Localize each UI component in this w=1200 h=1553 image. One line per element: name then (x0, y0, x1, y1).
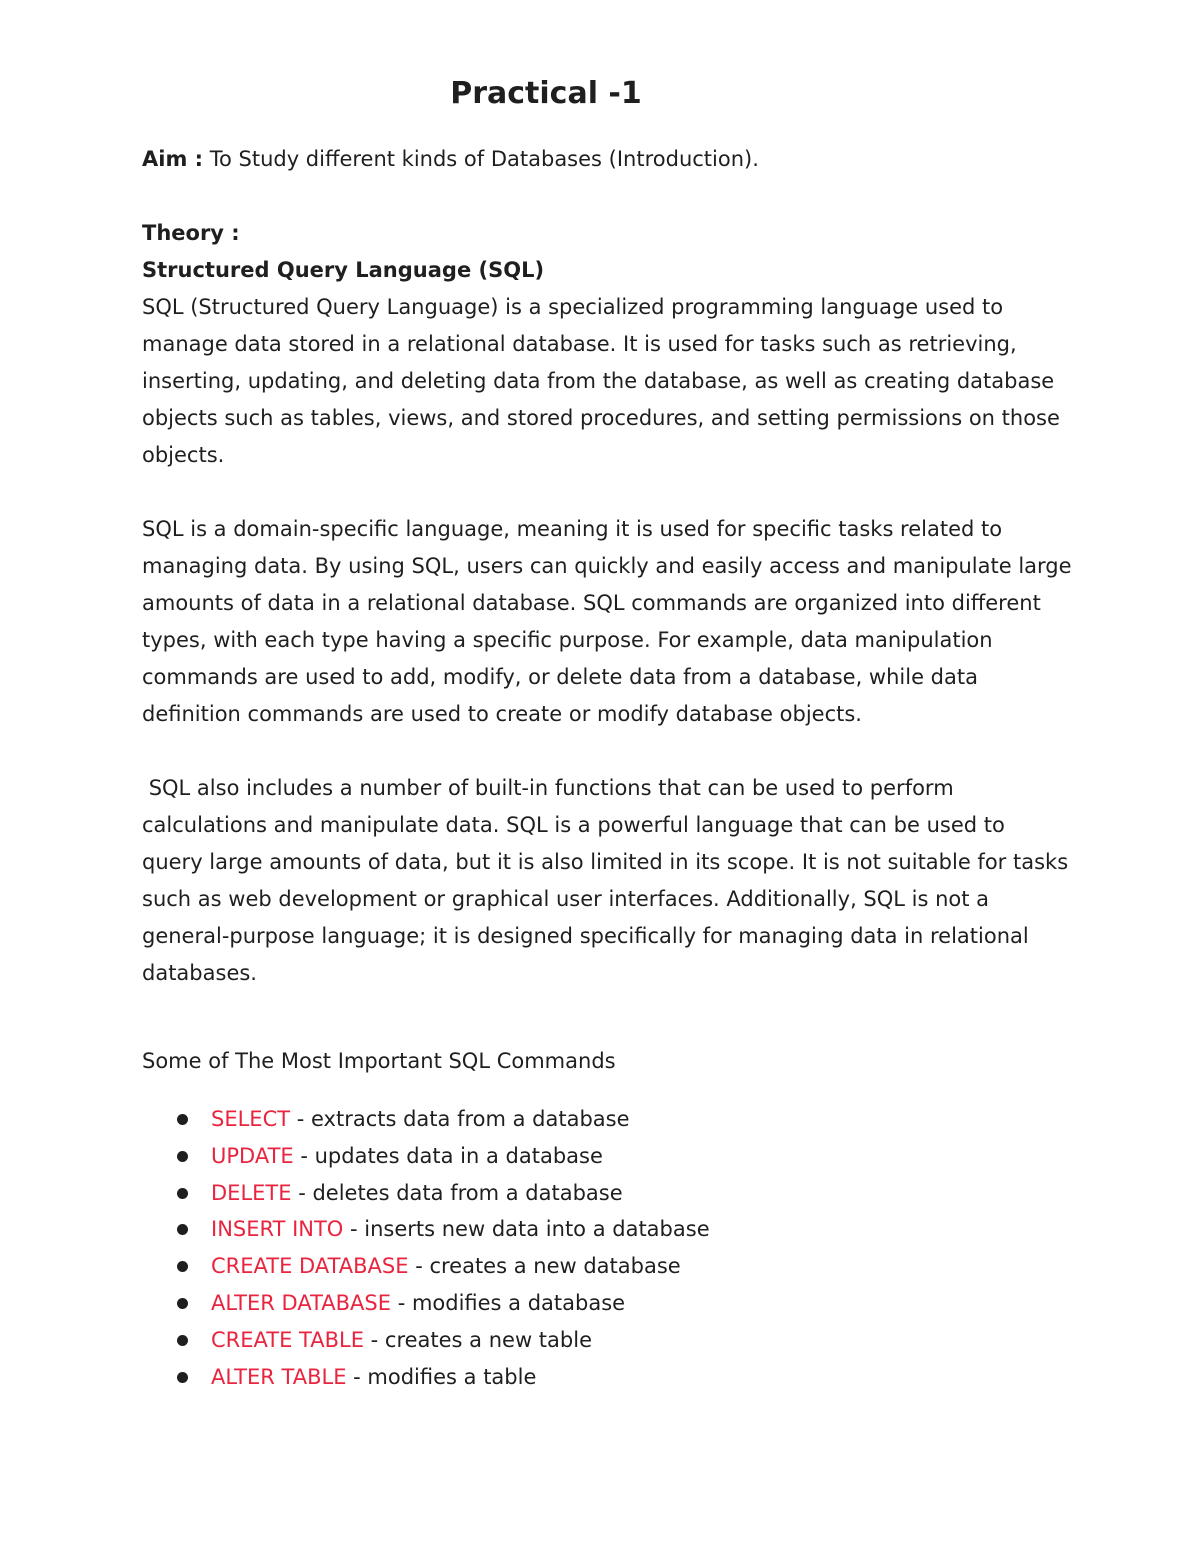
theory-label: Theory : (142, 221, 240, 245)
page-title: Practical -1 (450, 76, 642, 111)
list-item (142, 1175, 1072, 1212)
command-desc: - modifies a table (346, 1364, 537, 1389)
command-name: INSERT INTO (211, 1217, 344, 1242)
bullet-icon (177, 1335, 188, 1346)
list-item (142, 1322, 1072, 1359)
bullet-icon (177, 1261, 188, 1272)
list-item (142, 1101, 1072, 1138)
bullet-icon (177, 1298, 188, 1309)
bullet-icon (177, 1114, 188, 1125)
section-heading: Structured Query Language (SQL) (142, 258, 545, 282)
command-desc: - creates a new table (363, 1327, 592, 1352)
aim-line (142, 141, 1072, 178)
list-item (142, 1211, 1072, 1248)
paragraph-3: SQL also includes a number of built-in functions that can be used to perform calculations and manipulate data. SQL is a powerful language that can be used to query large amounts of data, but it is also limited in its scope. It is not suitable for tasks such as web development or graphical user interfaces. Additionally, SQL is not a general-purpose language; it is designed specifically for managing data in relational databases. (142, 776, 1075, 985)
bullet-icon (177, 1224, 188, 1235)
paragraph-1: SQL (Structured Query Language) is a specialized programming language used to manage data stored in a relational database. It is used for tasks such as retrieving, inserting, updating, and deleting data from the database, as well as creating database objects such as tables, views, and stored procedures, and setting permissions on those objects. (142, 295, 1060, 467)
list-item (142, 1248, 1072, 1285)
aim-text: To Study different kinds of Databases (Introduction). (203, 147, 759, 171)
command-name: UPDATE (211, 1143, 294, 1168)
command-desc: - inserts new data into a database (343, 1217, 710, 1242)
command-name: DELETE (211, 1180, 292, 1205)
paragraph-2: SQL is a domain-specific language, meaning it is used for specific tasks related to managing data. By using SQL, users can quickly and easily access and manipulate large amounts of data in a relational database. SQL commands are organized into different types, with each type having a specific purpose. For example, data manipulation commands are used to add, modify, or delete data from a database, while data definition commands are used to create or modify database objects. (142, 517, 1072, 726)
command-name: SELECT (211, 1107, 291, 1131)
list-item (142, 1285, 1072, 1322)
command-name: CREATE TABLE (211, 1327, 364, 1352)
command-name: ALTER TABLE (211, 1364, 347, 1389)
bullet-icon (177, 1372, 188, 1383)
command-name: CREATE DATABASE (211, 1254, 409, 1279)
document-content (142, 141, 1075, 1395)
command-desc: - updates data in a database (293, 1143, 603, 1168)
command-desc: - deletes data from a database (291, 1180, 623, 1205)
bullet-icon (177, 1188, 188, 1199)
bullet-icon (177, 1151, 188, 1162)
list-item (142, 1138, 1072, 1175)
command-desc: - creates a new database (408, 1254, 681, 1279)
list-intro: Some of The Most Important SQL Commands (142, 1049, 616, 1073)
command-desc: - extracts data from a database (290, 1107, 630, 1131)
aim-label: Aim : (142, 147, 204, 171)
command-name: ALTER DATABASE (211, 1290, 392, 1315)
list-item (142, 1359, 1072, 1396)
command-desc: - modifies a database (391, 1290, 626, 1315)
commands-list (142, 1101, 1072, 1395)
